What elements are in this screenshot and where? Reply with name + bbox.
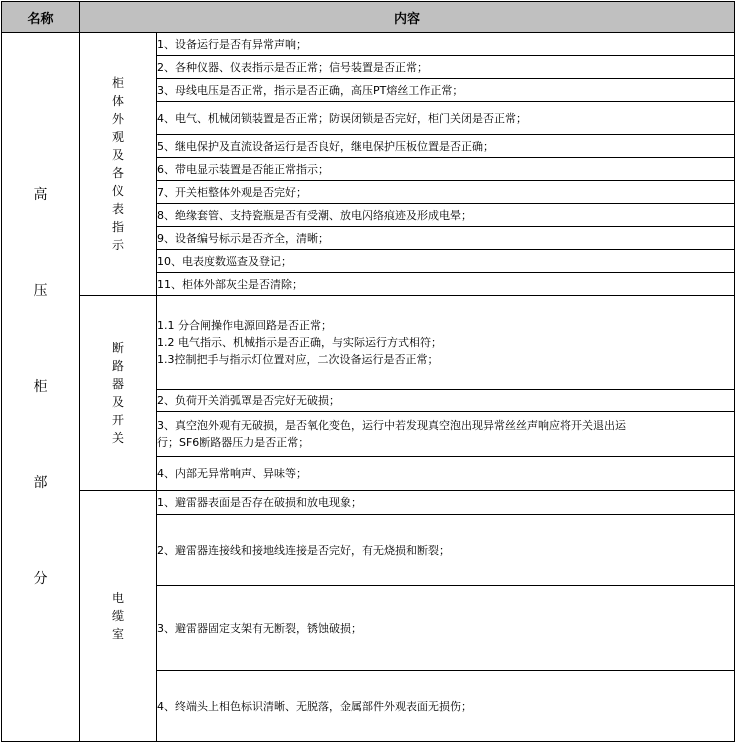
section-cell [80,33,157,296]
item-text: 3、真空泡外观有无破损，是否氧化变色，运行中若发现真空泡出现异常丝丝声响应将开关退出运 [157,419,626,432]
item-text: 10、电表度数巡查及登记； [157,254,292,268]
item-cell [157,586,735,671]
item-cell [157,491,735,515]
item-cell [157,33,735,56]
table-row [2,491,735,515]
item-cell [157,158,735,181]
item-text: 2、负荷开关消弧罩是否完好无破损； [157,394,340,407]
section-title: 断路器及开关 [111,341,124,445]
item-cell [157,390,735,412]
item-cell [157,79,735,102]
category-cell [2,33,80,742]
item-text: 8、绝缘套管、支持瓷瓶是否有受潮、放电闪络痕迹及形成电晕； [157,208,472,222]
item-cell [157,56,735,79]
item-text: 7、开关柜整体外观是否完好； [157,185,307,199]
item-cell [157,515,735,586]
item-text: 6、带电显示装置是否能正常指示； [157,162,329,176]
section-cell [80,296,157,491]
item-text: 9、设备编号标示是否齐全，清晰； [157,231,329,245]
item-text: 1.2 电气指示、机械指示是否正确，与实际运行方式相符； [157,336,442,349]
item-cell [157,204,735,227]
item-text: 11、柜体外部灰尘是否清除； [157,277,303,291]
item-text: 1、设备运行是否有异常声响； [157,37,307,51]
item-cell [157,457,735,491]
item-cell [157,135,735,158]
item-text: 3、母线电压是否正常，指示是否正确，高压PT熔丝工作正常； [157,83,464,97]
item-cell [157,273,735,296]
item-cell [157,227,735,250]
category-label: 高压柜部分 [33,187,48,587]
item-text: 4、内部无异常响声、异味等； [157,467,307,480]
item-text: 1、避雷器表面是否存在破损和放电现象； [157,496,362,509]
item-cell [157,250,735,273]
item-text: 2、各种仪器、仪表指示是否正常；信号装置是否正常； [157,60,428,74]
item-text: 3、避雷器固定支架有无断裂，锈蚀破损； [157,621,362,635]
item-text: 4、终端头上相色标识清晰、无脱落，金属部件外观表面无损伤； [157,699,472,713]
table-row [2,296,735,390]
item-cell [157,102,735,135]
item-text: 1.1 分合闸操作电源回路是否正常； [157,319,332,332]
item-cell [157,296,735,390]
item-text: 4、电气、机械闭锁装置是否正常；防误闭锁是否完好，柜门关闭是否正常； [157,111,527,125]
inspection-table [1,1,735,742]
item-text: 5、继电保护及直流设备运行是否良好，继电保护压板位置是否正确； [157,139,494,153]
item-text: 2、避雷器连接线和接地线连接是否完好，有无烧损和断裂； [157,543,450,557]
table-row [2,33,735,56]
item-text: 行；SF6断路器压力是否正常； [157,436,310,449]
header-name: 名称 [2,2,80,33]
header-row [2,2,735,33]
item-cell [157,181,735,204]
item-cell [157,412,735,457]
section-title: 电缆室 [111,591,124,641]
section-cell [80,491,157,742]
item-text: 1.3控制把手与指示灯位置对应，二次设备运行是否正常； [157,353,439,366]
section-title: 柜体外观及各仪表指示 [111,76,124,252]
item-cell [157,671,735,742]
header-content: 内容 [80,2,735,33]
